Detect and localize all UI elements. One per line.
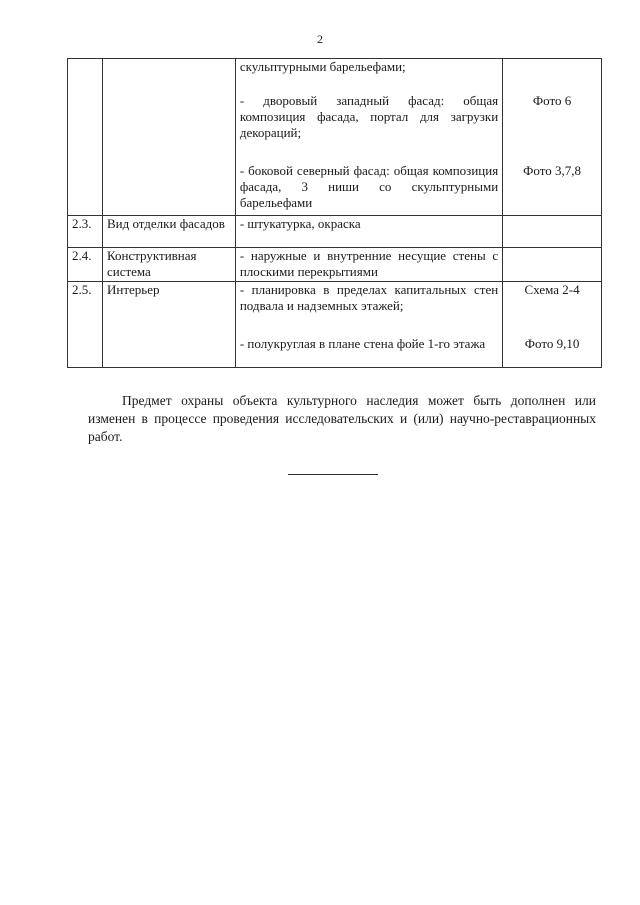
row-reference — [503, 59, 602, 216]
protection-table — [67, 58, 602, 368]
reference-item: Фото 9,10 — [524, 336, 580, 351]
page-number: 2 — [317, 32, 323, 46]
row-reference — [503, 248, 602, 282]
row-name: Конструктивная система — [102, 248, 235, 282]
row-name — [102, 59, 235, 216]
description-item: - наружные и внутренние несущие стены с плоскими перекрытиями — [239, 248, 499, 279]
row-number: 2.4. — [68, 248, 103, 282]
description-item: - боковой северный фасад: общая композиция фасада, 3 ниши со скульптурными барельефами — [239, 163, 499, 210]
description-item: - штукатурка, окраска — [239, 216, 361, 231]
table-row — [68, 59, 602, 216]
table-row — [68, 248, 602, 282]
conclusion-paragraph: Предмет охраны объекта культурного наследия может быть дополнен или изменен в процессе проведения исследовательских и (или) научно-реставрационных работ. — [88, 393, 596, 444]
row-name: Интерьер — [102, 282, 235, 368]
description-item: скульптурными барельефами; — [239, 59, 406, 74]
table-row — [68, 216, 602, 248]
reference-item: Схема 2-4 — [524, 282, 580, 297]
row-number — [68, 59, 103, 216]
row-description — [235, 248, 502, 282]
separator-line — [288, 474, 378, 475]
row-description — [235, 282, 502, 368]
row-description — [235, 216, 502, 248]
reference-item: Фото 3,7,8 — [523, 163, 582, 178]
row-number: 2.3. — [68, 216, 103, 248]
description-item: - полукруглая в плане стена фойе 1-го этажа — [239, 336, 486, 351]
description-item: - планировка в пределах капитальных стен подвала и надземных этажей; — [239, 282, 499, 313]
row-name: Вид отделки фасадов — [102, 216, 235, 248]
row-reference — [503, 216, 602, 248]
row-number: 2.5. — [68, 282, 103, 368]
row-description — [235, 59, 502, 216]
reference-item: Фото 6 — [532, 93, 572, 108]
description-item: - дворовый западный фасад: общая композиция фасада, портал для загрузки декораций; — [239, 93, 499, 140]
row-reference — [503, 282, 602, 368]
table-row — [68, 282, 602, 368]
